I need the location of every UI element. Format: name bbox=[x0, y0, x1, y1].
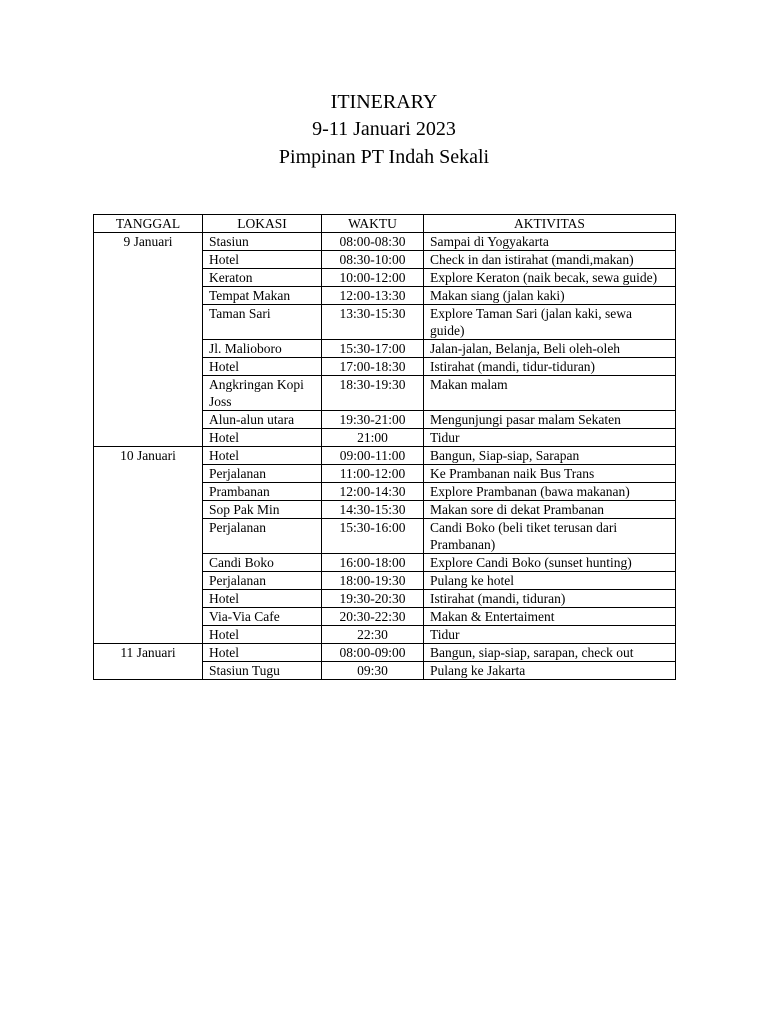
time-cell: 18:00-19:30 bbox=[322, 572, 424, 590]
location-cell: Tempat Makan bbox=[203, 287, 322, 305]
activity-cell: Sampai di Yogyakarta bbox=[424, 233, 676, 251]
time-cell: 15:30-17:00 bbox=[322, 340, 424, 358]
location-cell: Perjalanan bbox=[203, 465, 322, 483]
time-cell: 11:00-12:00 bbox=[322, 465, 424, 483]
time-cell: 12:00-14:30 bbox=[322, 483, 424, 501]
location-cell: Hotel bbox=[203, 358, 322, 376]
activity-cell: Candi Boko (beli tiket terusan dari Prambanan) bbox=[424, 519, 676, 554]
time-cell: 20:30-22:30 bbox=[322, 608, 424, 626]
location-cell: Keraton bbox=[203, 269, 322, 287]
table-header-row bbox=[94, 215, 676, 233]
activity-cell: Pulang ke Jakarta bbox=[424, 662, 676, 680]
header-tanggal: TANGGAL bbox=[94, 215, 203, 233]
time-cell: 08:00-08:30 bbox=[322, 233, 424, 251]
time-cell: 21:00 bbox=[322, 429, 424, 447]
itinerary-body bbox=[94, 233, 676, 680]
time-cell: 09:00-11:00 bbox=[322, 447, 424, 465]
itinerary-table bbox=[93, 214, 676, 680]
location-cell: Sop Pak Min bbox=[203, 501, 322, 519]
activity-cell: Tidur bbox=[424, 626, 676, 644]
document-subtitle: Pimpinan PT Indah Sekali bbox=[278, 146, 490, 168]
activity-cell: Makan & Entertaiment bbox=[424, 608, 676, 626]
activity-cell: Istirahat (mandi, tiduran) bbox=[424, 590, 676, 608]
location-cell: Hotel bbox=[203, 644, 322, 662]
location-cell: Candi Boko bbox=[203, 554, 322, 572]
activity-cell: Bangun, Siap-siap, Sarapan bbox=[424, 447, 676, 465]
location-cell: Perjalanan bbox=[203, 572, 322, 590]
location-cell: Angkringan Kopi Joss bbox=[203, 376, 322, 411]
location-cell: Via-Via Cafe bbox=[203, 608, 322, 626]
document-date-range: 9-11 Januari 2023 bbox=[312, 118, 456, 140]
time-cell: 19:30-20:30 bbox=[322, 590, 424, 608]
time-cell: 12:00-13:30 bbox=[322, 287, 424, 305]
activity-cell: Explore Keraton (naik becak, sewa guide) bbox=[424, 269, 676, 287]
time-cell: 13:30-15:30 bbox=[322, 305, 424, 340]
location-cell: Hotel bbox=[203, 626, 322, 644]
table-row bbox=[94, 644, 676, 662]
activity-cell: Bangun, siap-siap, sarapan, check out bbox=[424, 644, 676, 662]
activity-cell: Istirahat (mandi, tidur-tiduran) bbox=[424, 358, 676, 376]
time-cell: 22:30 bbox=[322, 626, 424, 644]
activity-cell: Check in dan istirahat (mandi,makan) bbox=[424, 251, 676, 269]
location-cell: Stasiun bbox=[203, 233, 322, 251]
time-cell: 08:00-09:00 bbox=[322, 644, 424, 662]
header-aktivitas: AKTIVITAS bbox=[424, 215, 676, 233]
location-cell: Hotel bbox=[203, 429, 322, 447]
time-cell: 08:30-10:00 bbox=[322, 251, 424, 269]
activity-cell: Explore Prambanan (bawa makanan) bbox=[424, 483, 676, 501]
activity-cell: Pulang ke hotel bbox=[424, 572, 676, 590]
header-waktu: WAKTU bbox=[322, 215, 424, 233]
activity-cell: Tidur bbox=[424, 429, 676, 447]
activity-cell: Ke Prambanan naik Bus Trans bbox=[424, 465, 676, 483]
time-cell: 14:30-15:30 bbox=[322, 501, 424, 519]
location-cell: Hotel bbox=[203, 590, 322, 608]
activity-cell: Explore Taman Sari (jalan kaki, sewa guide) bbox=[424, 305, 676, 340]
time-cell: 09:30 bbox=[322, 662, 424, 680]
time-cell: 19:30-21:00 bbox=[322, 411, 424, 429]
header-lokasi: LOKASI bbox=[203, 215, 322, 233]
location-cell: Hotel bbox=[203, 251, 322, 269]
activity-cell: Makan sore di dekat Prambanan bbox=[424, 501, 676, 519]
time-cell: 16:00-18:00 bbox=[322, 554, 424, 572]
location-cell: Alun-alun utara bbox=[203, 411, 322, 429]
location-cell: Taman Sari bbox=[203, 305, 322, 340]
time-cell: 18:30-19:30 bbox=[322, 376, 424, 411]
table-row bbox=[94, 233, 676, 251]
date-cell: 10 Januari bbox=[94, 447, 203, 644]
location-cell: Perjalanan bbox=[203, 519, 322, 554]
activity-cell: Mengunjungi pasar malam Sekaten bbox=[424, 411, 676, 429]
document-title: ITINERARY bbox=[330, 91, 438, 113]
activity-cell: Makan siang (jalan kaki) bbox=[424, 287, 676, 305]
time-cell: 17:00-18:30 bbox=[322, 358, 424, 376]
activity-cell: Jalan-jalan, Belanja, Beli oleh-oleh bbox=[424, 340, 676, 358]
table-row bbox=[94, 447, 676, 465]
date-cell: 9 Januari bbox=[94, 233, 203, 447]
activity-cell: Explore Candi Boko (sunset hunting) bbox=[424, 554, 676, 572]
activity-cell: Makan malam bbox=[424, 376, 676, 411]
location-cell: Prambanan bbox=[203, 483, 322, 501]
location-cell: Hotel bbox=[203, 447, 322, 465]
time-cell: 10:00-12:00 bbox=[322, 269, 424, 287]
location-cell: Stasiun Tugu bbox=[203, 662, 322, 680]
time-cell: 15:30-16:00 bbox=[322, 519, 424, 554]
date-cell: 11 Januari bbox=[94, 644, 203, 680]
location-cell: Jl. Malioboro bbox=[203, 340, 322, 358]
